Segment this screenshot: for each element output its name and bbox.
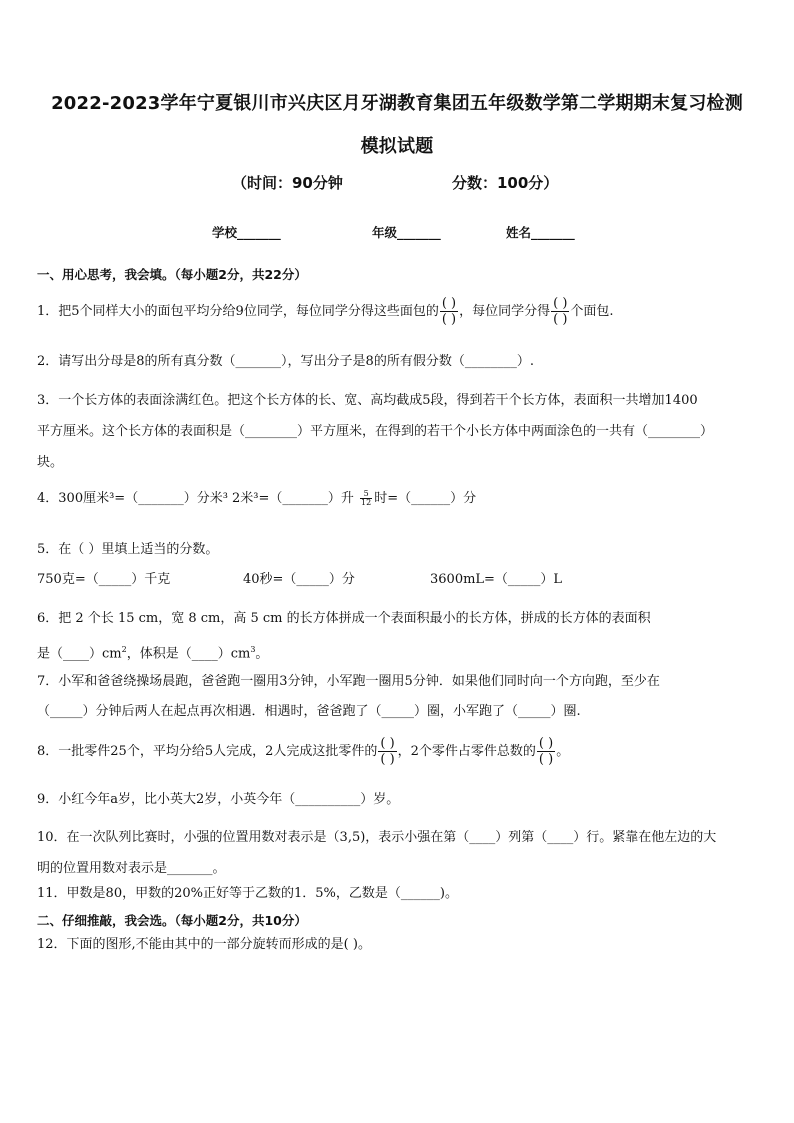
question-5: 5．在（ ）里填上适当的分数。 xyxy=(37,542,219,557)
question-8 xyxy=(37,736,759,767)
question-3 xyxy=(37,385,759,478)
question-9: 9．小红今年a岁，比小英大2岁，小英今年（__________）岁。 xyxy=(37,792,400,807)
question-1-text-b: ，每位同学分得 xyxy=(459,304,551,319)
question-3-line1: 3．一个长方体的表面涂满红色。把这个长方体的长、宽、高均截成5段，得到若干个长方体，表面积一共增加1400 xyxy=(37,393,698,408)
question-10-line1: 10．在一次队列比赛时，小强的位置用数对表示是（3,5)，表示小强在第（____）列第（____）行。紧靠在他左边的大 xyxy=(37,830,717,845)
question-4-text-b: 时=（______）分 xyxy=(374,491,477,506)
question-7-line1: 7．小军和爸爸绕操场晨跑，爸爸跑一圈用3分钟，小军跑一圈用5分钟．如果他们同时向一个方向跑，至少在 xyxy=(37,674,660,689)
exam-score: 分数：100分） xyxy=(452,174,559,192)
question-3-line2: 平方厘米。这个长方体的表面积是（________）平方厘米，在得到的若干个小长方体中两面涂色的一共有（________） xyxy=(37,424,714,439)
fraction-blank: $\frac{( )}{( )}$ xyxy=(538,736,554,767)
question-10-line2: 明的位置用数对表示是_______。 xyxy=(37,861,226,876)
question-2: 2．请写出分母是8的所有真分数（_______），写出分子是8的所有假分数（________）. xyxy=(37,354,534,369)
question-1-text-a: 1．把5个同样大小的面包平均分给9位同学，每位同学分得这些面包的 xyxy=(37,304,439,319)
section-heading-1: 一、用心思考，我会填。（每小题2分，共22分） xyxy=(37,267,307,282)
question-6 xyxy=(37,603,759,669)
question-7 xyxy=(37,667,759,727)
question-6-line1: 6．把 2 个长 15 cm，宽 8 cm，高 5 cm 的长方体拼成一个表面积最小的长方体，拼成的长方体的表面积 xyxy=(37,611,651,626)
question-12: 12．下面的图形,不能由其中的一部分旋转而形成的是( )。 xyxy=(37,937,371,952)
fraction-five-twelfths: $\frac{5}{12}$ xyxy=(361,489,372,507)
question-5-item-1: 750克=（_____）千克 xyxy=(37,572,171,587)
question-11: 11．甲数是80，甲数的20%正好等于乙数的1．5%，乙数是（______)。 xyxy=(37,886,458,901)
question-4 xyxy=(37,490,759,507)
fraction-blank: $\frac{( )}{( )}$ xyxy=(441,296,457,327)
exam-title-line2: 模拟试题 xyxy=(360,136,434,157)
question-8-text-a: 8．一批零件25个，平均分给5人完成，2人完成这批零件的 xyxy=(37,744,378,759)
question-7-line2: （_____）分钟后两人在起点再次相遇．相遇时，爸爸跑了（_____）圈，小军跑了（_____）圈. xyxy=(37,704,581,719)
school-field: 学校_______ xyxy=(212,225,281,240)
fraction-blank: $\frac{( )}{( )}$ xyxy=(380,736,395,767)
question-10 xyxy=(37,822,759,884)
grade-field: 年级_______ xyxy=(372,225,441,240)
exam-time: （时间：90分钟 xyxy=(232,174,343,192)
question-5-item-2: 40秒=（_____）分 xyxy=(243,572,355,587)
question-3-line3: 块。 xyxy=(37,455,64,470)
name-field: 姓名_______ xyxy=(506,225,575,240)
question-4-text-a: 4．300厘米³=（_______）分米³ 2米³=（_______）升 xyxy=(37,491,359,506)
section-heading-2: 二、仔细推敲，我会选。（每小题2分，共10分） xyxy=(37,913,307,928)
exam-title-line1: 2022-2023学年宁夏银川市兴庆区月牙湖教育集团五年级数学第二学期期末复习检测 xyxy=(51,93,743,114)
question-8-text-b: ，2个零件占零件总数的 xyxy=(397,744,536,759)
fraction-blank: $\frac{( )}{( )}$ xyxy=(553,296,568,327)
question-8-text-c: 。 xyxy=(556,744,570,759)
question-1-text-c: 个面包. xyxy=(570,304,614,319)
question-5-item-3: 3600mL=（_____）L xyxy=(430,572,563,587)
question-6-line2: 是$(\_\_\_\_)cm^2$，体积是$(\_\_\_\_)cm^3$。 xyxy=(37,645,269,662)
question-1 xyxy=(37,296,759,327)
